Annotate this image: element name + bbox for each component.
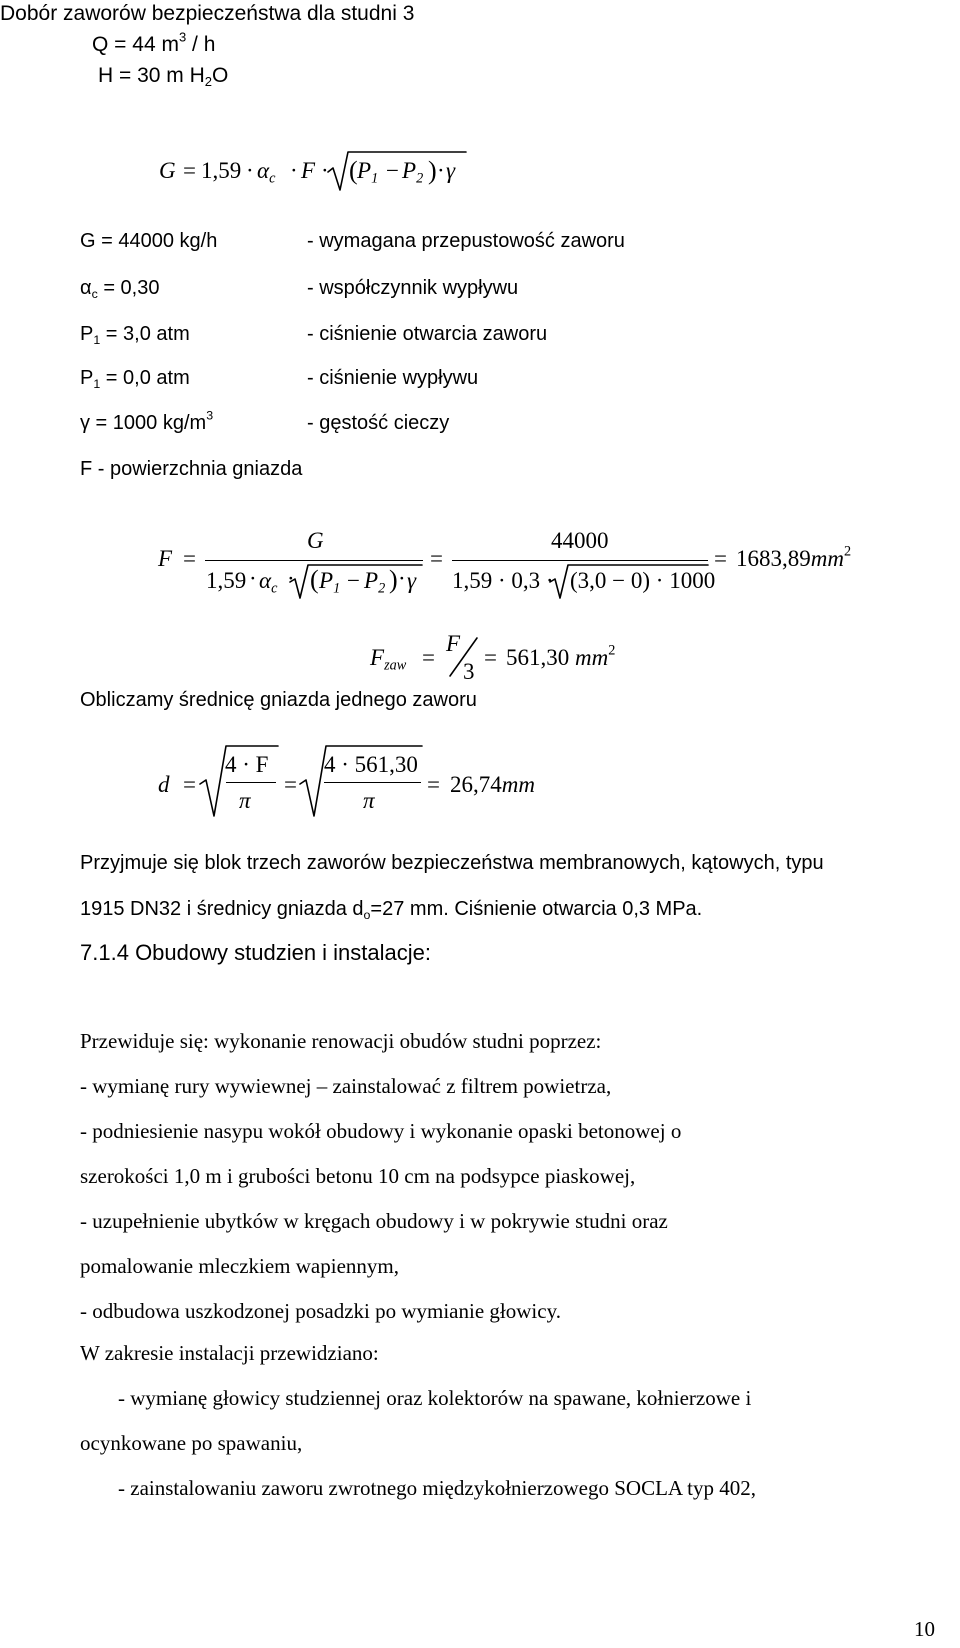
formula-d-eq3: = [427, 772, 440, 797]
variable-description: - gęstość cieczy [307, 412, 450, 434]
formula-f-num2: 44000 [551, 528, 609, 553]
variable-description: - ciśnienie wypływu [307, 367, 479, 389]
diameter-intro: Obliczamy średnicę gniazda jednego zaworu [80, 689, 477, 711]
formula-main-gamma: γ [446, 158, 456, 183]
formula-d-lhs: d [158, 772, 170, 797]
section-number: 7.1.4 [80, 940, 129, 965]
formula-f-den2: 1,59 · 0,3 · [452, 568, 554, 593]
variable-symbol: $P_1 = 3,0$ atm [80, 323, 190, 347]
document-title: Dobór zaworów bezpieczeństwa dla studni 3 [0, 2, 415, 25]
formula-d-num1: 4 · F [225, 752, 269, 777]
formula-main-p1: $P_1$ [357, 158, 379, 187]
formula-d-eq2: = [284, 772, 297, 797]
head-line: H = 30 m $H_2O$ [98, 64, 229, 90]
formula-d-den1: π [239, 788, 251, 813]
formula-d-eq1: = [183, 772, 196, 797]
section-heading [80, 940, 431, 966]
paren-open: ( [349, 156, 358, 185]
body-line: - podniesienie nasypu wokół obudowy i wykonanie opaski betonowej o [80, 1119, 682, 1143]
paren: ) [389, 565, 398, 594]
dot: · [398, 566, 406, 591]
body-line: - uzupełnienie ubytków w kręgach obudowy i w pokrywie studni oraz [80, 1209, 668, 1233]
body-line: - wymianę rury wywiewnej – zainstalować z filtrem powietrza, [80, 1074, 612, 1098]
formula-main-dot1: · [246, 158, 254, 183]
formula-f-num1: G [307, 528, 324, 553]
variable-symbol: γ = 1000 $kg/m^3$ [80, 408, 214, 434]
body-line: - odbudowa uszkodzonej posadzki po wymianie głowicy. [80, 1299, 561, 1323]
formula-main-dot4: · [437, 158, 445, 183]
paragraph-line: Przyjmuje się blok trzech zaworów bezpieczeństwa membranowych, kątowych, typu [80, 852, 824, 874]
formula-fzaw-den: 3 [463, 659, 475, 684]
formula-f-eq1: = [183, 546, 196, 571]
minus: − [347, 568, 360, 593]
body-line: - zainstalowaniu zaworu zwrotnego międzykołnierzowego SOCLA typ 402, [118, 1476, 757, 1500]
formula-fzaw-num: F [446, 631, 461, 656]
formula-d-den2: π [363, 788, 375, 813]
page-number: 10 [914, 1617, 935, 1641]
variable-description: - współczynnik wypływu [307, 277, 519, 299]
variable-symbol: G = 44000 kg/h [80, 230, 218, 252]
variable-symbol: $\alpha_c = 0,30$ [80, 277, 160, 301]
formula-f-den2-inner: (3,0 − 0) · 1000 [570, 568, 716, 593]
fraction-line [452, 560, 708, 561]
body-line: Przewiduje się: wykonanie renowacji obudów studni poprzez: [80, 1029, 602, 1053]
dot: · [287, 566, 295, 591]
fraction-line [226, 782, 276, 783]
formula-f-den1-alpha: $\alpha_c$ [259, 568, 278, 597]
paragraph-line: 1915 DN32 i średnicy gniazda $d_o=27$ mm. Ciśnienie otwarcia 0,3 MPa. [80, 898, 703, 922]
formula-main-lhs: G [159, 158, 176, 183]
formula-f-eq3: = [714, 546, 727, 571]
formula-f-den1-p1: $P_1$ [319, 568, 341, 597]
dot: · [249, 566, 257, 591]
formula-main-coef: 1,59 [201, 158, 242, 183]
flow-rate-line: Q = 44 $m^3$ / h [92, 29, 216, 56]
formula-fzaw-lhs: $F_{zaw}$ [370, 645, 407, 674]
body-line: ocynkowane po spawaniu, [80, 1431, 303, 1455]
formula-f-den1-gamma: γ [407, 568, 417, 593]
variable-description: - wymagana przepustowość zaworu [307, 230, 625, 252]
formula-fzaw-eq2: = [484, 645, 497, 670]
body-line: pomalowanie mleczkiem wapiennym, [80, 1254, 399, 1278]
fraction-line [205, 560, 423, 561]
formula-main-alpha: $\alpha_c$ [257, 158, 276, 187]
paren-close: ) [428, 156, 437, 185]
formula-main-f: F [301, 158, 316, 183]
body-line: W zakresie instalacji przewidziano: [80, 1341, 379, 1365]
formula-d-num2: 4 · 561,30 [324, 752, 418, 777]
fraction-line [324, 782, 421, 783]
variable-symbol: $P_1 = 0,0$ atm [80, 367, 190, 391]
formula-main-minus: − [386, 158, 399, 183]
formula-f-lhs: F [158, 546, 173, 571]
formula-main-eq: = [183, 158, 196, 183]
formula-main-p2: $P_2$ [402, 158, 424, 187]
body-line: - wymianę głowicy studziennej oraz kolektorów na spawane, kołnierzowe i [118, 1386, 752, 1410]
section-title: Obudowy studzien i instalacje: [135, 940, 431, 965]
formula-f-result: $1683,89mm^2$ [736, 543, 852, 571]
formula-main-dot3: · [321, 158, 329, 183]
formula-f-eq2: = [430, 546, 443, 571]
variable-description: - ciśnienie otwarcia zaworu [307, 323, 548, 345]
variable-symbol: F - powierzchnia gniazda [80, 458, 303, 480]
formula-f-den1-p2: $P_2$ [364, 568, 386, 597]
body-line: szerokości 1,0 m i grubości betonu 10 cm na podsypce piaskowej, [80, 1164, 636, 1188]
paren: ( [310, 565, 319, 594]
formula-fzaw-eq1: = [422, 645, 435, 670]
formula-main-dot2: · [290, 158, 298, 183]
formula-fzaw-result: 561,30 $mm^2$ [506, 642, 616, 670]
formula-d-result: 26,74mm [450, 772, 535, 797]
formula-f-den1-coef: 1,59 [206, 568, 247, 593]
